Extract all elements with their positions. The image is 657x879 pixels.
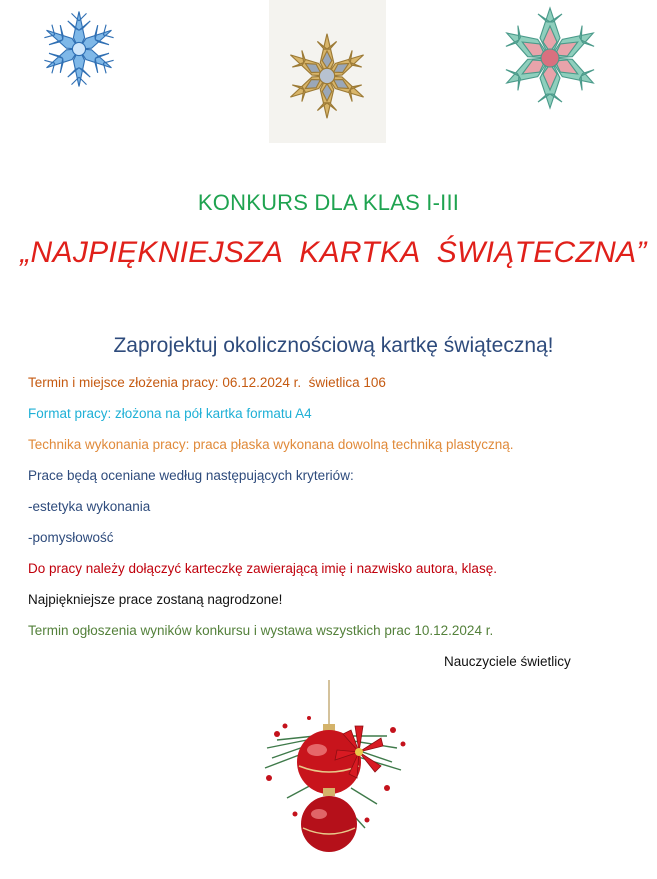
criteria-line: Prace będą oceniane według następujących kryteriów: [28,468,354,483]
blue-snowflake-icon [26,4,132,94]
results-line: Termin ogłoszenia wyników konkursu i wystawa wszystkich prac 10.12.2024 r. [28,623,494,638]
criteria-item-aesthetics: -estetyka wykonania [28,499,151,514]
format-line: Format pracy: złożona na pół kartka formatu A4 [28,406,312,421]
gold-snowflake-icon [274,28,380,124]
technique-line: Technika wykonania pracy: praca płaska wykonana dowolną techniką plastyczną. [28,437,514,452]
deadline-line: Termin i miejsce złożenia pracy: 06.12.2024 r. świetlica 106 [28,375,386,390]
prize-line: Najpiękniejsze prace zostaną nagrodzone! [28,592,283,607]
pink-snowflake-icon [493,2,607,114]
attachment-line: Do pracy należy dołączyć karteczkę zawierającą imię i nazwisko autora, klasę. [28,561,497,576]
christmas-baubles-icon [247,678,417,861]
signature: Nauczyciele świetlicy [444,654,571,669]
criteria-item-creativity: -pomysłowość [28,530,114,545]
poster-heading: Zaprojektuj okolicznościową kartkę świąteczną! [113,334,554,357]
poster-title: KONKURS DLA KLAS I-III [197,190,460,215]
poster-subtitle: „NAJPIĘKNIEJSZA KARTKA ŚWIĄTECZNA” [20,236,647,269]
